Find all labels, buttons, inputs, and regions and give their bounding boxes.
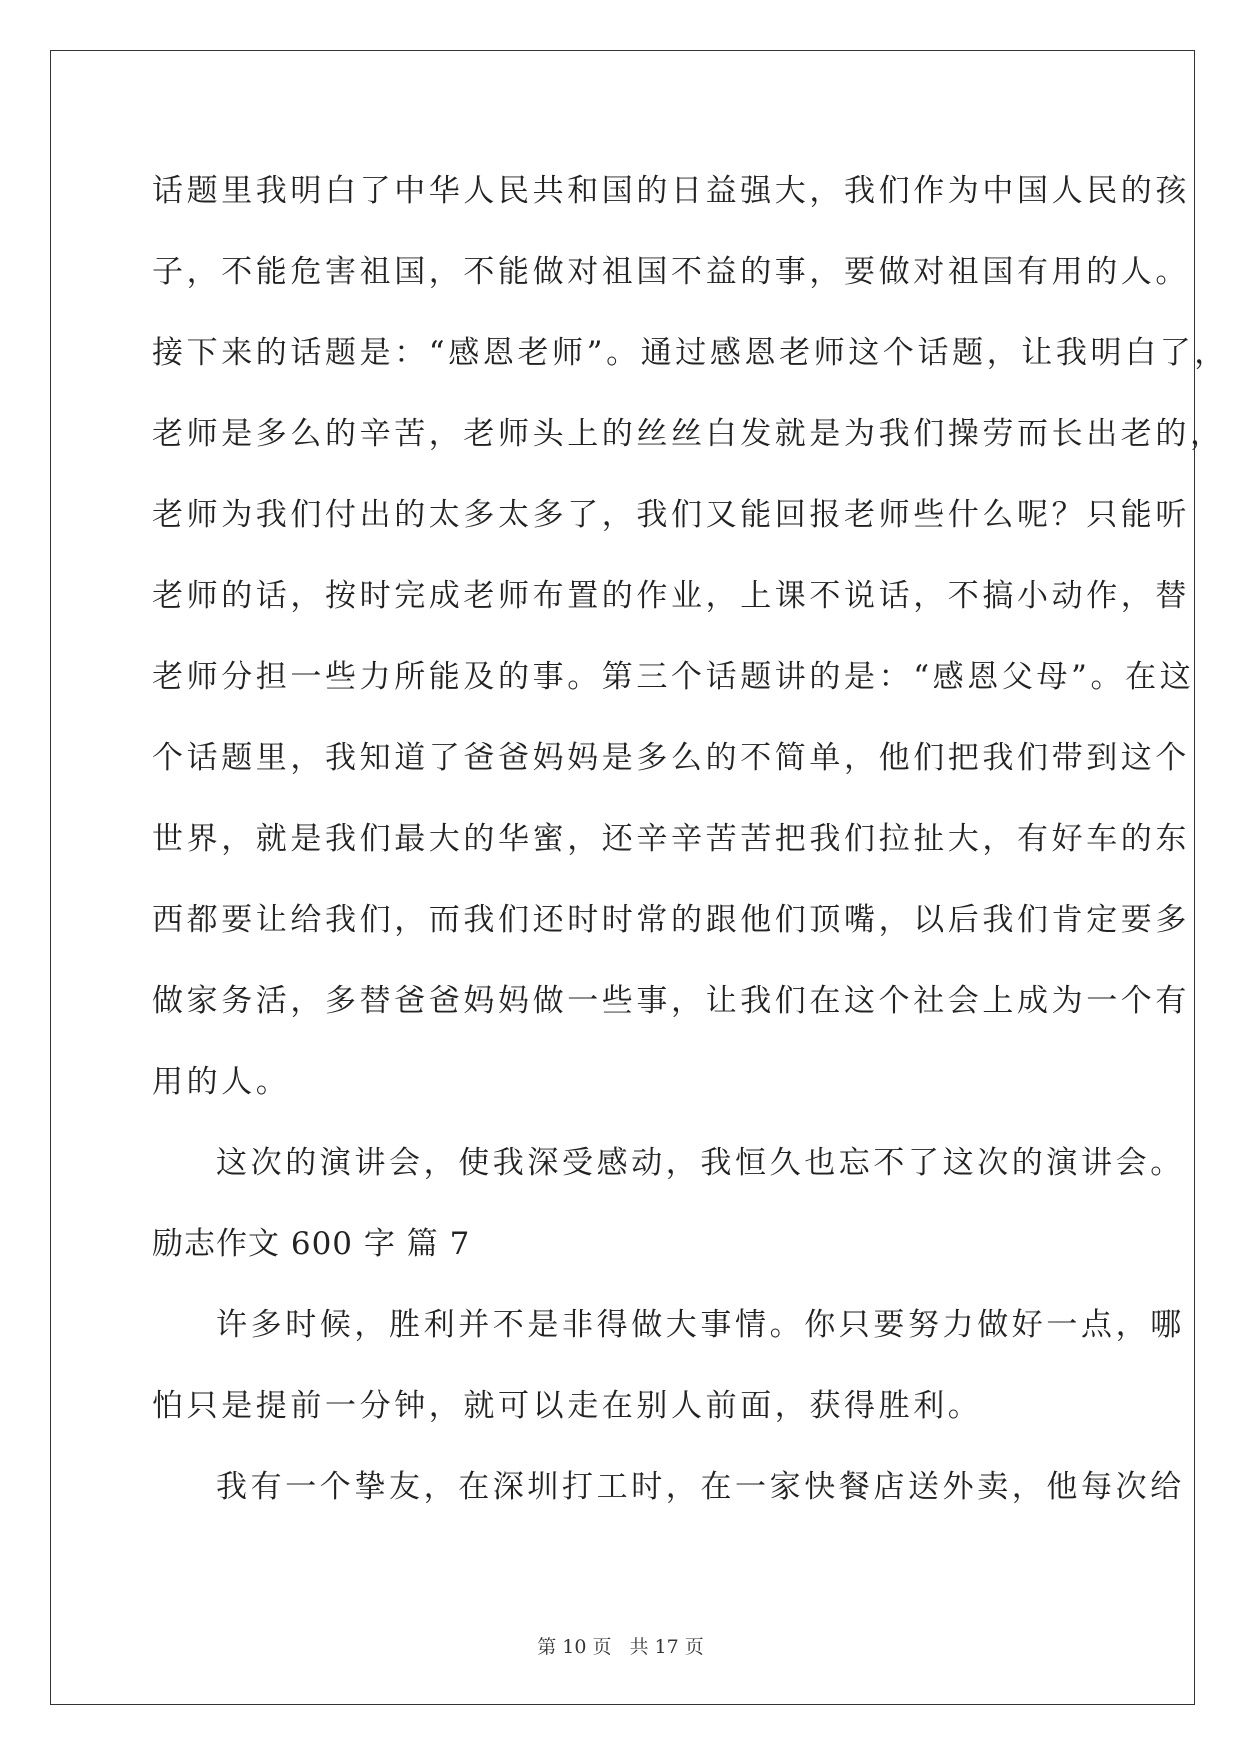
text-line: 我有一个挚友，在深圳打工时，在一家快餐店送外卖，他每次给 (216, 1469, 1185, 1505)
text-line: 做家务活，多替爸爸妈妈做一些事，让我们在这个社会上成为一个有 (152, 983, 1190, 1019)
page-number: 第 10 页 (537, 1636, 612, 1658)
section-heading: 励志作文 600 字 篇 7 (152, 1226, 471, 1262)
page-total: 共 17 页 (629, 1636, 704, 1658)
text-line: 西都要让给我们，而我们还时时常的跟他们顶嘴，以后我们肯定要多 (152, 902, 1190, 938)
text-line: 这次的演讲会，使我深受感动，我恒久也忘不了这次的演讲会。 (216, 1145, 1185, 1181)
text-line: 子，不能危害祖国，不能做对祖国不益的事，要做对祖国有用的人。 (152, 254, 1190, 290)
text-line: 怕只是提前一分钟，就可以走在别人前面，获得胜利。 (152, 1388, 983, 1424)
text-line: 许多时候，胜利并不是非得做大事情。你只要努力做好一点，哪 (216, 1307, 1185, 1343)
text-line: 老师的话，按时完成老师布置的作业，上课不说话，不搞小动作，替 (152, 578, 1190, 614)
text-line: 用的人。 (152, 1064, 291, 1100)
text-line: 接下来的话题是：“感恩老师”。通过感恩老师这个话题，让我明白了， (152, 335, 1229, 371)
text-line: 话题里我明白了中华人民共和国的日益强大，我们作为中国人民的孩 (152, 173, 1190, 209)
page-footer (0, 1632, 1241, 1659)
text-line: 老师是多么的辛苦，老师头上的丝丝白发就是为我们操劳而长出老的， (152, 416, 1225, 452)
text-line: 世界，就是我们最大的华蜜，还辛辛苦苦把我们拉扯大，有好车的东 (152, 821, 1190, 857)
text-line: 老师分担一些力所能及的事。第三个话题讲的是：“感恩父母”。在这 (152, 659, 1195, 695)
text-line: 个话题里，我知道了爸爸妈妈是多么的不简单，他们把我们带到这个 (152, 740, 1190, 776)
document-body (152, 158, 1229, 1535)
text-line: 老师为我们付出的太多太多了，我们又能回报老师些什么呢？只能听 (152, 497, 1190, 533)
